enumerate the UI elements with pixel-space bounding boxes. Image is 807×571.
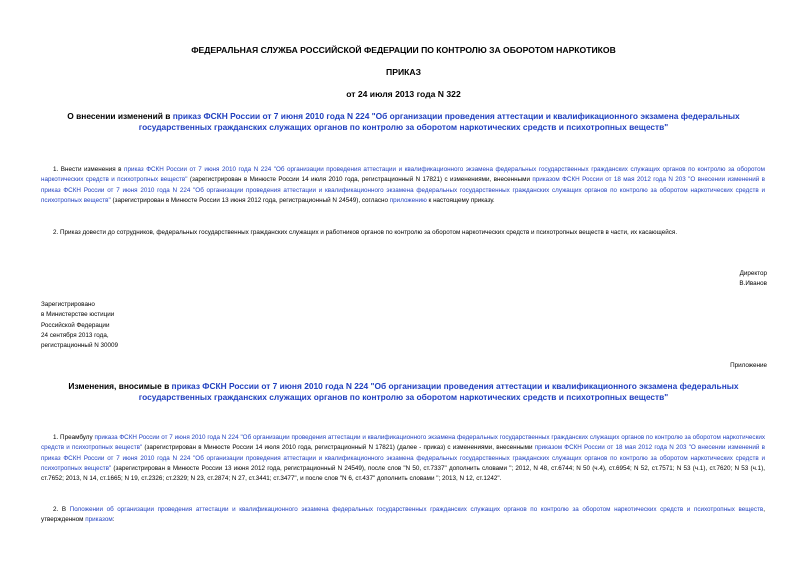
appendix-item-2-text-3: : (112, 516, 115, 524)
registration-line-2: в Министерстве юстиции (41, 311, 115, 319)
appendix-title (42, 381, 765, 402)
appendix-item-1-text-1: 1. Преамбулу (53, 434, 95, 441)
item-1-appendix-link[interactable]: приложению (389, 196, 427, 204)
item-1-text-4: к настоящему приказу. (426, 196, 495, 204)
document-type: ПРИКАЗ (386, 67, 421, 77)
appendix-item-1-order-203-link[interactable]: приказом ФСКН России от 18 мая 2012 года N 203 "О внесении изменений в приказ ФСКН России от 7 июня 2010 года N 224 "Об организации проведения аттестации и квалификационного экзамена федеральных государственных гражданских служащих органов по контролю за оборотом наркотических средств и психотропных веществ" (41, 444, 765, 472)
item-1-text-2: (зарегистрирован в Минюсте России 14 июля 2010 года, регистрационный N 17821) с изменениями, внесенными (187, 176, 533, 184)
appendix-item-1-order-224-link[interactable]: приказа ФСКН России от 7 июня 2010 года N 224 "Об организации проведения аттестации и квалификационного экзамена федеральных государственных гражданских служащих органов по контролю за оборотом наркотических средств и психотропных веществ" (41, 434, 765, 452)
signature-position: Директор (739, 270, 767, 277)
registration-line-5: регистрационный N 30009 (41, 342, 119, 350)
appendix-item-1-text-3: (зарегистрирован в Минюсте России 13 июня 2012 года, регистрационный N 24549), после слов "N 50, ст.7337" дополнить словами "; 2012, N 48, ст.6744; N 50 (ч.4), ст.6954; N 52, ст.7571; N 53 (ч.1), ст.7620; N 53 (ч.1), ст.7652; 2013, N 14, ст.1665; N 19, ст.2326; ст.2329; N 23, ст.2874; N 27, ст.3441; ст.3477", и после слов "N 6, ст.437" дополнить словами "; 2013, N 12, ст.1242". (41, 464, 766, 483)
registration-line-3: Российской Федерации (41, 321, 110, 329)
registration-block (41, 300, 341, 351)
item-1-text-3: (зарегистрирован в Минюсте России 13 июня 2012 года, регистрационный N 24549), согласно (110, 196, 390, 204)
registration-line-1: Зарегистрировано (41, 301, 95, 308)
item-1-order-203-link[interactable]: приказом ФСКН России от 18 мая 2012 года N 203 "О внесении изменений в приказ ФСКН России от 7 июня 2010 года N 224 "Об организации проведения аттестации и квалификационного экзамена федеральных государственных гражданских служащих органов по контролю за оборотом наркотических средств и психотропных веществ" (41, 176, 765, 204)
document-date-number: от 24 июля 2013 года N 322 (346, 89, 461, 99)
item-2-paragraph: 2. Приказ довести до сотрудников, федеральных государственных гражданских служащих и работников органов по контролю за оборотом наркотических средств и психотропных веществ в части, их касающейся. (53, 229, 678, 236)
title-order-link[interactable]: приказ ФСКН России от 7 июня 2010 года N 224 "Об организации проведения аттестации и квалификационного экзамена федеральных государственных гражданских служащих органов по контролю за оборотом наркотических средств и психотропных веществ" (138, 111, 740, 132)
item-1-order-224-link[interactable]: приказ ФСКН России от 7 июня 2010 года N 224 "Об организации проведения аттестации и квалификационного экзамена федеральных государственных гражданских служащих органов по контролю за оборотом наркотических средств и психотропных веществ" (41, 166, 766, 184)
appendix-item-1-paragraph (41, 433, 765, 484)
appendix-title-prefix: Изменения, вносимые в (68, 381, 172, 391)
appendix-item-1-text-2: (зарегистрирован в Минюсте России 14 июля 2010 года, регистрационный N 17821) (далее - приказ) с изменениями, внесенными (142, 444, 535, 452)
signature-name: В.Иванов (739, 280, 767, 287)
title-prefix: О внесении изменений в (67, 111, 173, 121)
appendix-item-2-text-1: 2. В (53, 506, 70, 513)
agency-name: ФЕДЕРАЛЬНАЯ СЛУЖБА РОССИЙСКОЙ ФЕДЕРАЦИИ ПО КОНТРОЛЮ ЗА ОБОРОТОМ НАРКОТИКОВ (191, 45, 616, 55)
appendix-item-2-text-2: , утвержденном (41, 506, 765, 524)
document-title (42, 111, 765, 132)
appendix-item-2-paragraph (41, 505, 765, 526)
appendix-item-2-order-link[interactable]: приказом (85, 516, 113, 524)
registration-line-4: 24 сентября 2013 года, (41, 331, 109, 339)
appendix-title-order-link[interactable]: приказ ФСКН России от 7 июня 2010 года N 224 "Об организации проведения аттестации и квалификационного экзамена федеральных государственных гражданских служащих органов по контролю за оборотом наркотических средств и психотропных веществ" (138, 381, 739, 402)
item-1-paragraph (41, 165, 765, 206)
appendix-label: Приложение (730, 362, 767, 369)
appendix-item-2-regulation-link[interactable]: Положении об организации проведения аттестации и квалификационного экзамена федеральных государственных гражданских служащих органов по контролю за оборотом наркотических средств и психотропных веществ (69, 506, 764, 513)
item-1-text-1: 1. Внести изменения в (53, 166, 125, 173)
